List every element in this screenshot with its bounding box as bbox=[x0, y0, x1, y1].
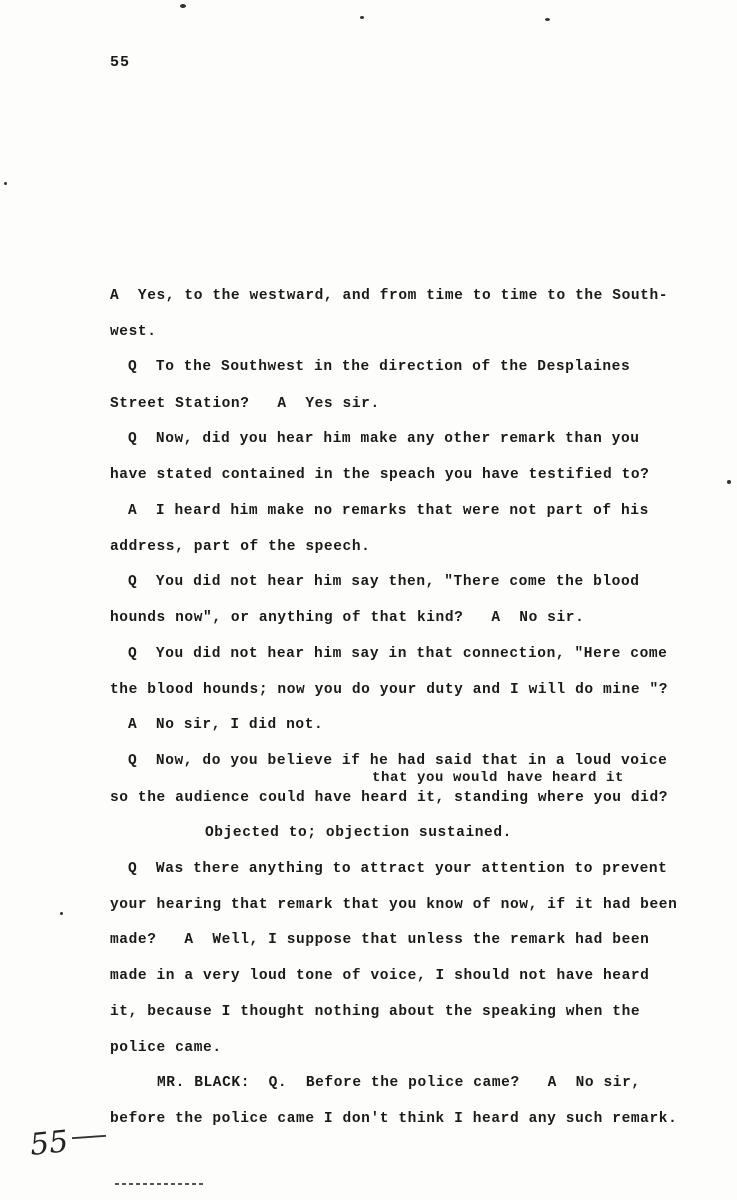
testimony-line: A Yes, to the westward, and from time to time to the South- bbox=[110, 288, 669, 304]
testimony-line: before the police came I don't think I heard any such remark. bbox=[110, 1111, 678, 1127]
ink-speck bbox=[4, 182, 7, 185]
testimony-line: Q Now, do you believe if he had said that in a loud voice bbox=[128, 753, 668, 769]
testimony-line: it, because I thought nothing about the speaking when the bbox=[110, 1004, 641, 1020]
testimony-line: hounds now", or anything of that kind? A No sir. bbox=[110, 610, 585, 626]
testimony-line: Q Now, did you hear him make any other remark than you bbox=[128, 431, 640, 447]
testimony-line: your hearing that remark that you know of now, if it had been bbox=[110, 897, 678, 913]
page-number: 55 bbox=[110, 54, 131, 71]
testimony-line: Street Station? A Yes sir. bbox=[110, 396, 380, 412]
testimony-line: A No sir, I did not. bbox=[128, 717, 324, 733]
handwritten-dash bbox=[72, 1135, 106, 1139]
objection-line: Objected to; objection sustained. bbox=[205, 825, 512, 841]
testimony-line: Q You did not hear him say in that connection, "Here come bbox=[128, 646, 668, 662]
testimony-line: address, part of the speech. bbox=[110, 539, 371, 555]
testimony-line: Q To the Southwest in the direction of the Desplaines bbox=[128, 359, 631, 375]
ink-speck bbox=[545, 18, 550, 21]
testimony-line: made? A Well, I suppose that unless the remark had been bbox=[110, 932, 650, 948]
testimony-line: made in a very loud tone of voice, I should not have heard bbox=[110, 968, 650, 984]
testimony-line: have stated contained in the speach you have testified to? bbox=[110, 467, 650, 483]
testimony-line: west. bbox=[110, 324, 157, 340]
ink-speck bbox=[360, 16, 364, 19]
testimony-line: MR. BLACK: Q. Before the police came? A No sir, bbox=[157, 1075, 641, 1091]
testimony-line: police came. bbox=[110, 1040, 222, 1056]
testimony-line: A I heard him make no remarks that were not part of his bbox=[128, 503, 649, 519]
testimony-line: so the audience could have heard it, standing where you did? bbox=[110, 790, 669, 806]
interlinear-insertion: that you would have heard it bbox=[372, 770, 625, 786]
ink-speck bbox=[180, 4, 186, 8]
handwritten-page-note: 55 bbox=[28, 1124, 70, 1163]
ink-speck bbox=[60, 912, 63, 915]
bottom-smudge bbox=[115, 1183, 205, 1185]
ink-speck bbox=[727, 480, 731, 484]
testimony-line: the blood hounds; now you do your duty and I will do mine "? bbox=[110, 682, 669, 698]
testimony-line: Q You did not hear him say then, "There come the blood bbox=[128, 574, 640, 590]
testimony-line: Q Was there anything to attract your attention to prevent bbox=[128, 861, 668, 877]
